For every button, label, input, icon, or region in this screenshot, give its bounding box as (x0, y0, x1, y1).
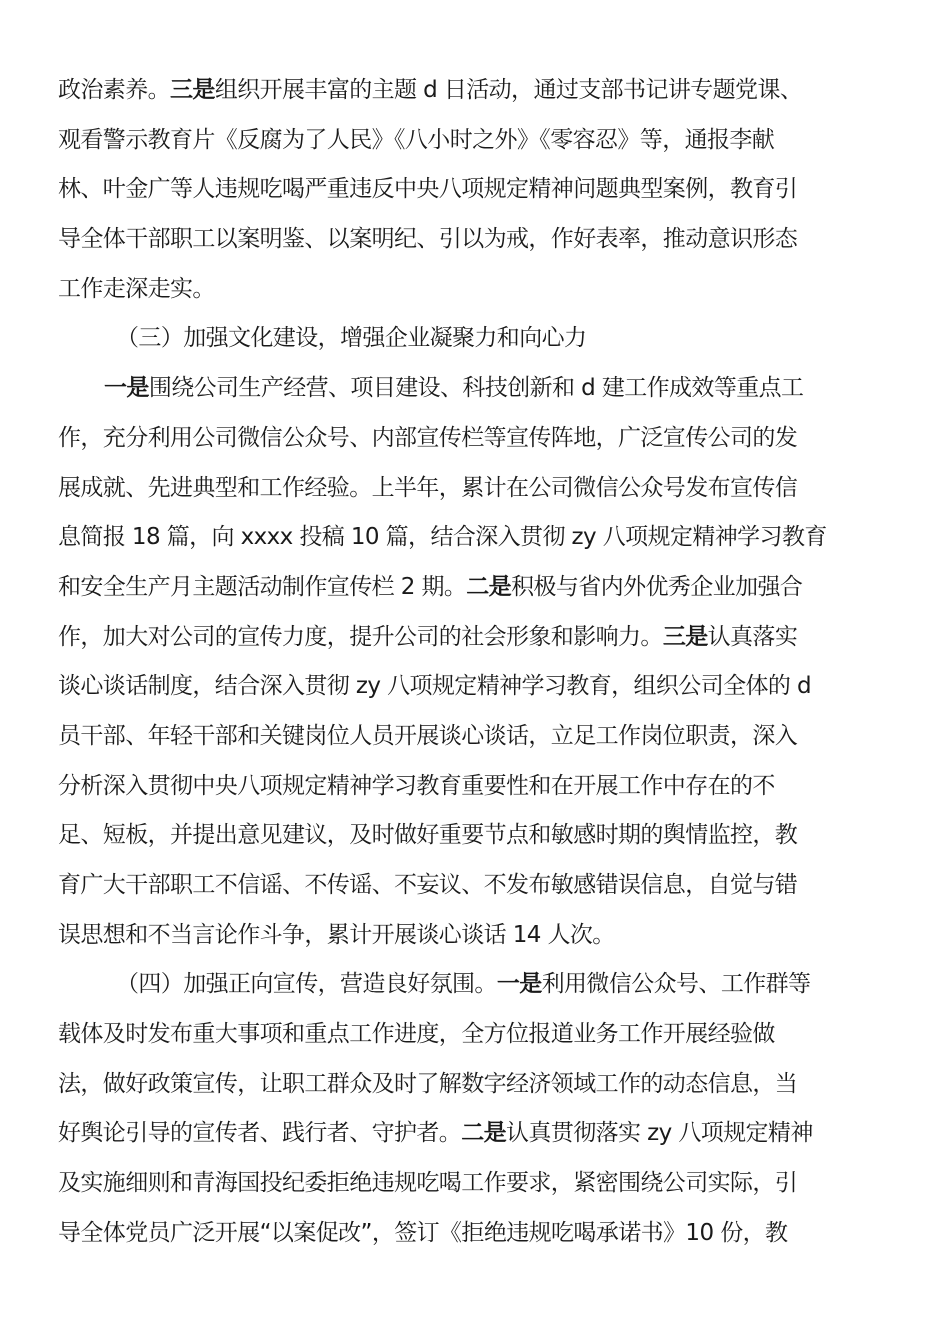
text-segment: 利用微信公众号、工作群等 (541, 971, 811, 998)
text-segment: 展成就、先进典型和工作经验。上半年，累计在公司微信公众号发布宣传信 (58, 474, 798, 501)
paragraph-line (58, 811, 892, 861)
text-segment: 导全体干部职工以案明鉴、以案明纪、引以为戒，作好表率，推动意识形态 (58, 226, 798, 253)
paragraph-line (58, 1109, 892, 1159)
text-segment: 作，充分利用公司微信公众号、内部宣传栏等宣传阵地，广泛宣传公司的发 (58, 424, 798, 451)
paragraph-line (58, 563, 892, 613)
text-segment: （四）加强正向宣传，营造良好氛围。 (116, 971, 497, 998)
bold-keyword: 三是 (662, 623, 708, 650)
text-segment: 员干部、年轻干部和关键岗位人员开展谈心谈话，立足工作岗位职责，深入 (58, 722, 798, 749)
text-segment: 围绕公司生产经营、项目建设、科技创新和 d 建工作成效等重点工 (148, 375, 804, 402)
section-heading-line (58, 314, 892, 364)
text-segment: 工作走深走实。 (58, 275, 215, 302)
text-segment: 组织开展丰富的主题 d 日活动，通过支部书记讲专题党课、 (214, 77, 803, 103)
paragraph-line (58, 613, 892, 663)
bold-keyword: 一是 (104, 375, 149, 402)
paragraph-line (58, 1159, 892, 1209)
paragraph-line (58, 215, 892, 265)
paragraph-line (58, 364, 892, 414)
text-segment: 积极与省内外优秀企业加强合 (511, 573, 803, 600)
text-segment: 载体及时发布重大事项和重点工作进度，全方位报道业务工作开展经验做 (58, 1021, 775, 1048)
paragraph-line (58, 513, 892, 563)
bold-keyword: 三是 (170, 77, 215, 103)
paragraph-line (58, 165, 892, 215)
text-segment: 认真贯彻落实 zy 八项规定精神 (506, 1120, 813, 1147)
paragraph-line (58, 861, 892, 911)
text-segment: 息简报 18 篇，向 xxxx 投稿 10 篇，结合深入贯彻 zy 八项规定精神学习教育 (58, 524, 827, 551)
paragraph-line (58, 66, 892, 116)
text-segment: 导全体党员广泛开展“以案促改”，签订《拒绝违规吃喝承诺书》10 份，教 (58, 1219, 788, 1246)
text-segment: 好舆论引导的宣传者、践行者、守护者。 (58, 1120, 462, 1147)
paragraph-line (58, 116, 892, 166)
paragraph-line (58, 911, 892, 961)
text-segment: 认真落实 (707, 623, 798, 650)
paragraph-line (58, 464, 892, 514)
paragraph-line (58, 662, 892, 712)
paragraph-line (58, 1060, 892, 1110)
text-segment: 政治素养。 (58, 77, 171, 103)
text-segment: 育广大干部职工不信谣、不传谣、不妄议、不发布敏感错误信息，自觉与错 (58, 872, 798, 898)
bold-keyword: 一是 (496, 971, 542, 998)
bold-keyword: 二是 (466, 573, 512, 600)
text-segment: 作，加大对公司的宣传力度，提升公司的社会形象和影响力。 (58, 623, 663, 650)
paragraph-line (58, 1010, 892, 1060)
paragraph-line (58, 1209, 892, 1259)
text-segment: 足、短板，并提出意见建议，及时做好重要节点和敏感时期的舆情监控，教 (58, 822, 798, 849)
text-segment: 法，做好政策宣传，让职工群众及时了解数字经济领域工作的动态信息，当 (58, 1070, 798, 1097)
text-segment: 及实施细则和青海国投纪委拒绝违规吃喝工作要求，紧密围绕公司实际，引 (58, 1170, 798, 1197)
section-heading-line (58, 960, 892, 1010)
text-segment: 分析深入贯彻中央八项规定精神学习教育重要性和在开展工作中存在的不 (58, 772, 775, 799)
paragraph-line (58, 265, 892, 315)
text-segment: 观看警示教育片《反腐为了人民》《八小时之外》《零容忍》等，通报李献 (58, 126, 775, 153)
paragraph-line (58, 414, 892, 464)
paragraph-line (58, 762, 892, 812)
text-segment: 误思想和不当言论作斗争，累计开展谈心谈话 14 人次。 (58, 921, 615, 948)
text-segment: 和安全生产月主题活动制作宣传栏 2 期。 (58, 573, 467, 600)
text-segment: 林、叶金广等人违规吃喝严重违反中央八项规定精神问题典型案例，教育引 (58, 176, 798, 203)
text-segment: （三）加强文化建设，增强企业凝聚力和向心力 (116, 325, 587, 352)
bold-keyword: 二是 (461, 1120, 507, 1147)
text-segment: 谈心谈话制度，结合深入贯彻 zy 八项规定精神学习教育，组织公司全体的 d (58, 673, 812, 700)
document-page (58, 66, 892, 1259)
paragraph-line (58, 712, 892, 762)
